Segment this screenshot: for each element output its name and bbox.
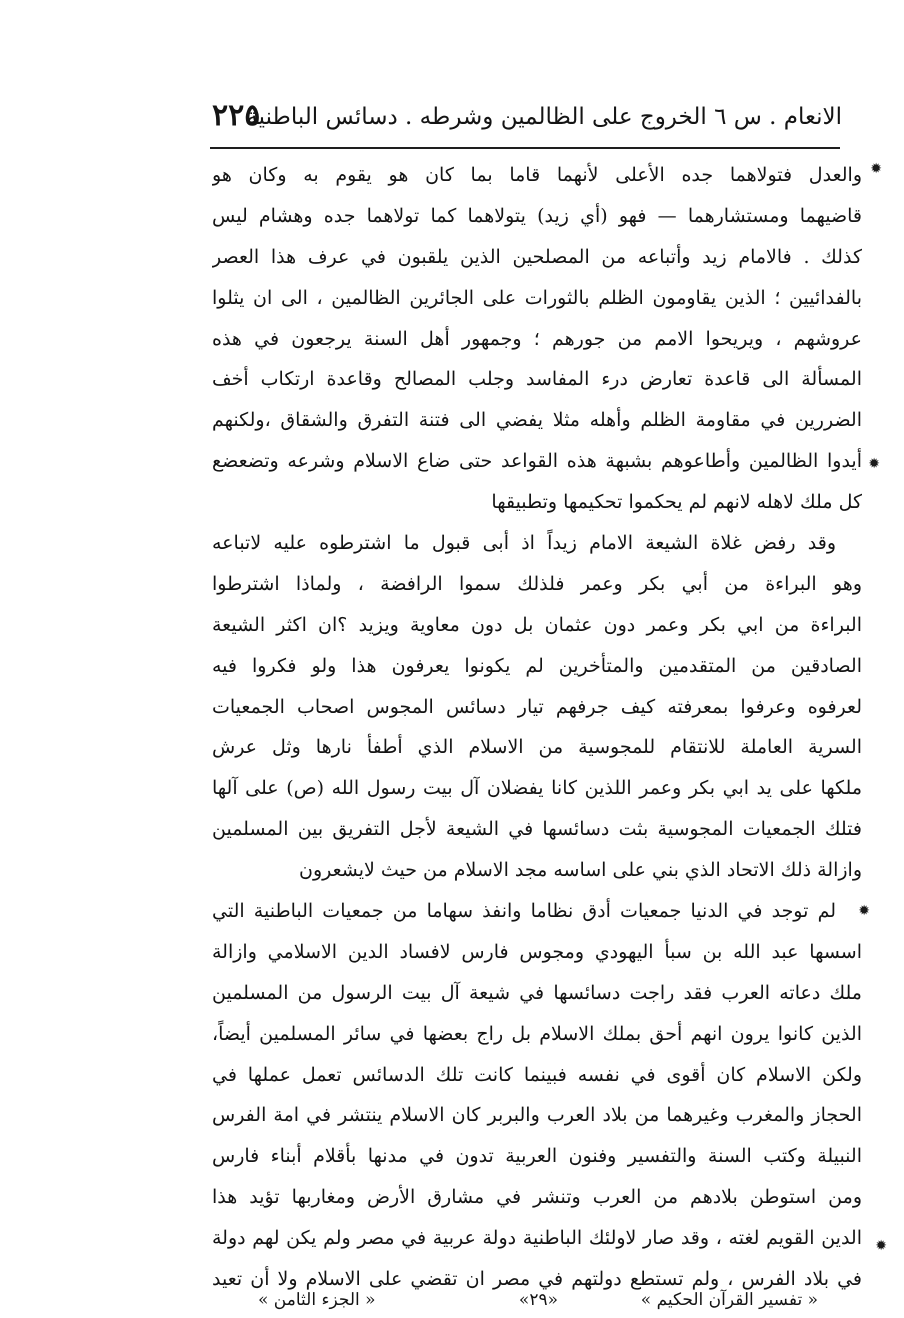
text-line: الذين كانوا يرون انهم أحق بملك الاسلام بل راج بعضها في سائر المسلمين أيضاً،	[212, 1022, 862, 1045]
text-line: والعدل فتولاهما جده الأعلى لأنهما قاما بما كان هو يقوم به وكان هو	[212, 164, 862, 186]
text-line: ملكها على يد ابي بكر وعمر اللذين كانا يفضلان آل بيت رسول الله (ص) على آلها	[212, 777, 862, 800]
header-rule	[210, 147, 840, 149]
text-line: السرية العاملة للانتقام للمجوسية من الاسلام الذي أطفأ نارها وثل عرش	[212, 736, 862, 759]
page-footer	[258, 1290, 818, 1318]
page-number: ٢٢٥	[212, 98, 261, 133]
footer-book-title: « تفسير القرآن الحكيم »	[640, 1290, 818, 1310]
text-line: كل ملك لاهله لانهم لم يحكموا تحكيمها وتطبيقها	[491, 491, 862, 514]
text-line: لعرفوه وعرفوا بمعرفته كيف جرفهم تيار دسائس المجوس اصحاب الجمعيات	[212, 695, 862, 718]
footer-page-marker: «٢٩»	[518, 1290, 558, 1310]
text-line: البراءة من ابي بكر وعمر دون عثمان بل دون معاوية ويزيد ؟ان اكثر الشيعة	[212, 613, 862, 636]
running-title: الانعام . س ٦ الخروج على الظالمين وشرطه . دسائس الباطنية	[246, 104, 842, 130]
margin-mark-icon: ✹	[868, 456, 880, 472]
text-line: المسألة الى قاعدة تعارض درء المفاسد وجلب المصالح وقاعدة ارتكاب أخف	[212, 368, 862, 391]
footer-part-label: « الجزء الثامن »	[258, 1290, 376, 1310]
running-head	[212, 96, 842, 146]
margin-mark-icon: ✹	[858, 903, 870, 919]
text-line: في بلاد الفرس ، ولم تستطع دولتهم في مصر ان تقضي على الاسلام ولا أن تعيد	[212, 1268, 862, 1291]
text-line: وازالة ذلك الاتحاد الذي بني على اساسه مجد الاسلام من حيث لايشعرون	[298, 859, 862, 882]
text-line: ولكن الاسلام كان أقوى في نفسه فبينما كانت تلك الدسائس تعمل عملها في	[212, 1063, 862, 1086]
text-line: عروشهم ، ويريحوا الامم من جورهم ؛ وجمهور أهل السنة يرجعون في هذه	[212, 327, 862, 350]
text-line: فتلك الجمعيات المجوسية بثت دسائسها في الشيعة لأجل التفريق بين المسلمين	[212, 818, 862, 841]
text-line: أيدوا الظالمين وأطاعوهم بشبهة هذه القواعد حتى ضاع الاسلام وشرعه وتضعضع	[212, 450, 862, 473]
text-line: النبيلة وكتب السنة والتفسير وفنون العربية تدون في مدنها بأقلام أبناء فارس	[212, 1145, 862, 1168]
text-line: ومن استوطن بلادهم من العرب وتنشر في مشارق الأرض ومغاربها تؤيد هذا	[212, 1186, 862, 1209]
text-line: كذلك . فالامام زيد وأتباعه من المصلحين الذين يلقبون في عرف هذا العصر	[212, 245, 862, 268]
text-line: وقد رفض غلاة الشيعة الامام زيداً اذ أبى قبول ما اشترطوه عليه لاتباعه	[212, 532, 836, 555]
body-text	[212, 155, 862, 1300]
margin-mark-icon: ✹	[870, 161, 882, 177]
text-line: لم توجد في الدنيا جمعيات أدق نظاما وانفذ سهاما من جمعيات الباطنية التي	[212, 900, 836, 923]
text-line: وهو البراءة من أبي بكر وعمر فلذلك سموا الرافضة ، ولماذا اشترطوا	[212, 572, 862, 595]
text-line: الحجاز والمغرب وغيرهما من بلاد العرب والبربر كان الاسلام ينتشر في امة الفرس	[212, 1104, 862, 1127]
text-line: الضررين في مقاومة الظلم وأهله مثلا يفضي الى فتنة التفرق والشقاق ،ولكنهم	[212, 409, 862, 432]
text-line: بالفدائيين ؛ الذين يقاومون الظلم بالثورات على الجائرين الظالمين ، الى ان يثلوا	[212, 286, 862, 309]
margin-mark-icon: ✹	[875, 1238, 887, 1254]
text-line: الصادقين من المتقدمين والمتأخرين لم يكونوا يعرفون هذا ولو فكروا فيه	[212, 654, 862, 677]
text-line: الدين القويم لغته ، وقد صار لاولئك الباطنية دولة عربية في مصر ولم يكن لهم دولة	[212, 1227, 862, 1250]
text-line: قاضيهما ومستشارهما — فهو (أي زيد) يتولاهما كما تولاهما جده وهشام ليس	[212, 204, 862, 227]
text-line: ملك دعاته العرب فقد راجت دسائسها في شيعة آل بيت الرسول من المسلمين	[212, 981, 862, 1004]
text-line: اسسها عبد الله بن سبأ اليهودي ومجوس فارس لافساد الدين الاسلامي وازالة	[212, 940, 862, 963]
